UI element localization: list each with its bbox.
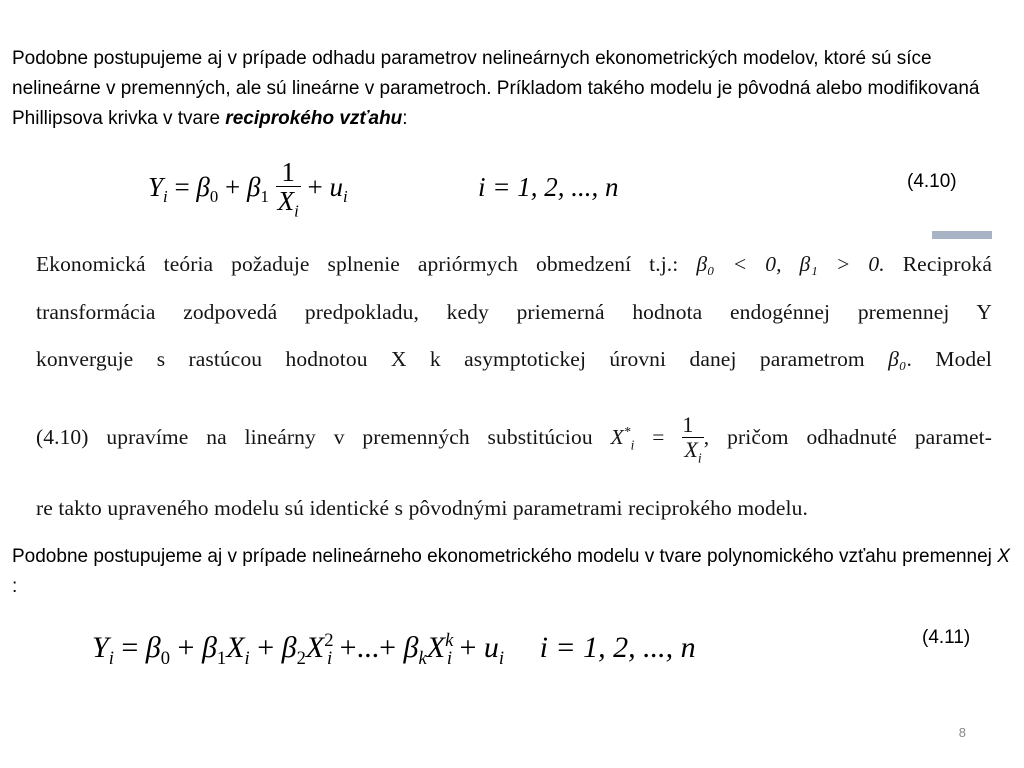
scanned-line-4: (4.10) upravíme na lineárny v premenných substitúciou $X^*_i$ = $\frac{1}{X_i}$ , pričom odhadnuté paramet- [36, 412, 993, 465]
scanned-line-2: transformácia zodpovedá predpokladu, kedy priemerná hodnota endogénnej premennej Y [36, 300, 992, 324]
polynomial-paragraph: Podobne postupujeme aj v prípade nelineárneho ekonometrického modelu v tvare polynomického vzťahu premennej X : [12, 546, 1010, 597]
index-range-4-10: i = 1, 2, ..., n [478, 172, 619, 202]
equation-number-4-10: (4.10) [907, 171, 957, 192]
scanned-line-3: konverguje s rastúcou hodnotou X k asymptotickej úrovni danej parametrom β₀. Model [36, 347, 993, 371]
equation-4-11: $Y_i = \beta_0 + \beta_1X_i + \beta_2X^2_i$ +...+ $\beta_kX^k_i + u_i$ i = 1, 2, ..., n [92, 630, 696, 669]
equation-4-10: $Y_i = \beta_0 + \beta_1$ $\frac{1}{X_i}$ + $u_i$ [148, 157, 348, 221]
intro-text: Podobne postupujeme aj v prípade odhadu parametrov nelineárnych ekonometrických modelov, ktoré sú síce nelineárne v premenných, ale sú lineárne v parametroch. Príkladom takého modelu je pôvodná alebo modifikovaná Phillipsova krivka v tvare [12, 48, 980, 129]
intro-tail: : [402, 108, 408, 129]
fraction-1-over-xi: $\frac{1}{X_i}$ [277, 157, 299, 221]
scanned-line-1: Ekonomická teória požaduje splnenie apriórmych obmedzení t.j.: β₀ < 0, β₁ > 0. Reciproká [36, 252, 992, 276]
intro-emphasis: reciprokého vzťahu [225, 108, 403, 129]
intro-paragraph [12, 44, 1016, 134]
index-range-4-11: i = 1, 2, ..., n [539, 631, 696, 664]
equation-number-4-11: (4.11) [922, 627, 971, 648]
scanned-line-5: re takto upraveného modelu sú identické s pôvodnými parametrami reciprokého modelu. [36, 496, 808, 520]
decorative-bar [932, 231, 992, 239]
page-number: 8 [958, 725, 966, 740]
substitution-fraction: $\frac{1}{X_i}$ [682, 412, 702, 465]
